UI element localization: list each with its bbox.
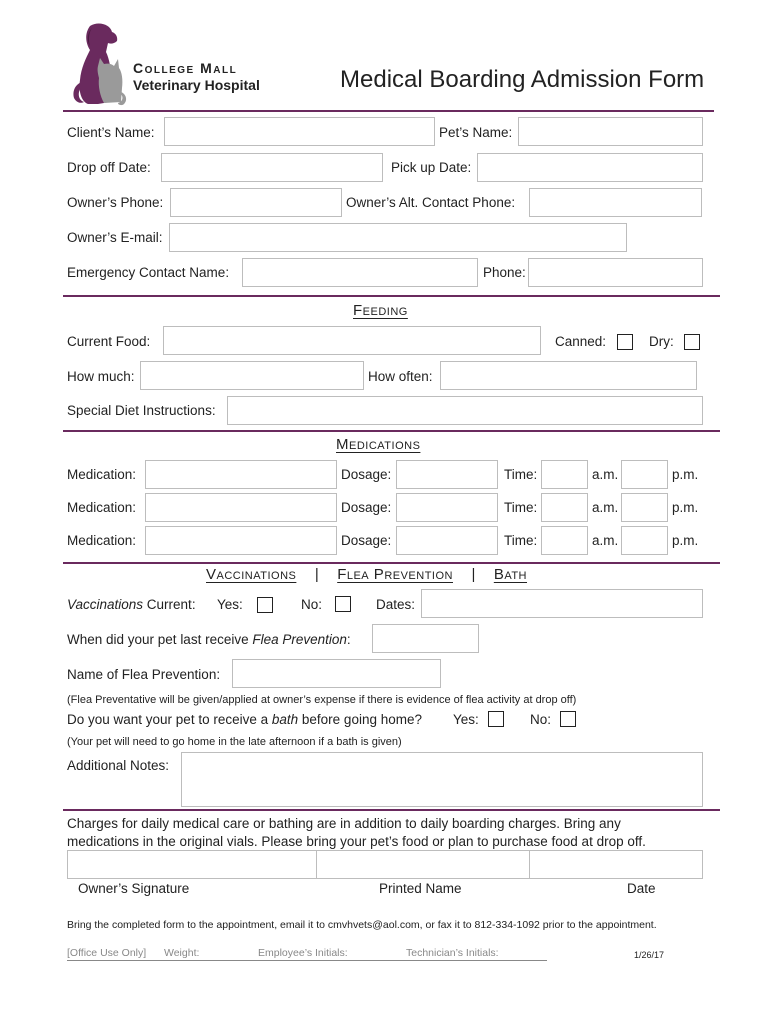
bath-q-text: Do you want your pet to receive a <box>67 712 272 727</box>
how-often-field[interactable] <box>440 361 697 390</box>
charges-notice <box>67 815 646 851</box>
medications-heading: Medications <box>336 436 421 453</box>
time-pm-field[interactable] <box>621 526 668 555</box>
signature-date-field[interactable] <box>529 850 703 879</box>
medication-field[interactable] <box>145 526 337 555</box>
dosage-field[interactable] <box>396 526 498 555</box>
special-diet-field[interactable] <box>227 396 703 425</box>
emergency-contact-label: Emergency Contact Name: <box>67 265 230 280</box>
clients-name-field[interactable] <box>164 117 435 146</box>
pm-label: p.m. <box>672 500 699 515</box>
time-pm-field[interactable] <box>621 460 668 489</box>
owners-phone-label: Owner’s Phone: <box>67 195 164 210</box>
time-label: Time: <box>504 533 538 548</box>
owners-email-field[interactable] <box>169 223 627 252</box>
submission-instructions: Bring the completed form to the appointment, email it to cmvhvets@aol.com, or fax it to 812-334-1092 prior to the appointment. <box>67 919 657 931</box>
time-am-field[interactable] <box>541 460 588 489</box>
am-label: a.m. <box>592 500 619 515</box>
flea-name-field[interactable] <box>232 659 441 688</box>
header-rule <box>63 110 714 112</box>
dosage-label: Dosage: <box>341 500 392 515</box>
owners-signature-field[interactable] <box>67 850 317 879</box>
vacc-flea-bath-heading <box>206 566 527 584</box>
vacc-dates-field[interactable] <box>421 589 703 618</box>
drop-off-date-field[interactable] <box>161 153 383 182</box>
employee-initials-label: Employee’s Initials: <box>258 947 348 959</box>
emergency-phone-field[interactable] <box>528 258 703 287</box>
dry-label: Dry: <box>649 334 674 349</box>
bath-yes-checkbox[interactable] <box>488 711 504 727</box>
brand-name <box>133 60 260 94</box>
time-pm-field[interactable] <box>621 493 668 522</box>
bath-yes-label: Yes: <box>453 712 479 727</box>
office-use-label: [Office Use Only] <box>67 947 147 959</box>
vacc-yes-label: Yes: <box>217 597 243 612</box>
medication-label: Medication: <box>67 467 137 482</box>
pets-name-label: Pet’s Name: <box>439 125 513 140</box>
vaccinations-current-label <box>67 597 196 613</box>
emergency-phone-label: Phone: <box>483 265 526 280</box>
vacc-no-label: No: <box>301 597 323 612</box>
pick-up-date-label: Pick up Date: <box>391 160 472 175</box>
time-am-field[interactable] <box>541 526 588 555</box>
pets-name-field[interactable] <box>518 117 703 146</box>
drop-off-date-label: Drop off Date: <box>67 160 151 175</box>
section-divider <box>63 430 720 432</box>
owners-phone-field[interactable] <box>170 188 342 217</box>
alt-contact-phone-field[interactable] <box>529 188 702 217</box>
bath-question-label <box>67 712 422 728</box>
charges-line-1: Charges for daily medical care or bathing are in addition to daily boarding charges. Bring any <box>67 816 621 831</box>
hospital-logo <box>68 22 128 108</box>
flea-prevention-heading: Flea Prevention <box>337 566 453 583</box>
pick-up-date-field[interactable] <box>477 153 703 182</box>
owners-email-label: Owner’s E-mail: <box>67 230 163 245</box>
page-title: Medical Boarding Admission Form <box>340 66 705 93</box>
vaccinations-italic: Vaccinations <box>67 597 144 612</box>
flea-last-received-field[interactable] <box>372 624 479 653</box>
medication-label: Medication: <box>67 533 137 548</box>
bath-note: (Your pet will need to go home in the late afternoon if a bath is given) <box>67 736 402 748</box>
additional-notes-field[interactable] <box>181 752 703 807</box>
medication-field[interactable] <box>145 460 337 489</box>
medication-field[interactable] <box>145 493 337 522</box>
how-much-label: How much: <box>67 369 135 384</box>
canned-checkbox[interactable] <box>617 334 633 350</box>
section-divider <box>63 295 720 297</box>
bath-no-checkbox[interactable] <box>560 711 576 727</box>
dates-label: Dates: <box>376 597 416 612</box>
am-label: a.m. <box>592 533 619 548</box>
special-diet-label: Special Diet Instructions: <box>67 403 216 418</box>
current-text: Current: <box>143 597 196 612</box>
canned-label: Canned: <box>555 334 607 349</box>
dosage-label: Dosage: <box>341 533 392 548</box>
brand-line-1: College Mall <box>133 60 238 76</box>
form-version-date: 1/26/17 <box>634 950 665 960</box>
flea-q-text: When did your pet last receive <box>67 632 253 647</box>
clients-name-label: Client’s Name: <box>67 125 155 140</box>
technician-initials-label: Technician’s Initials: <box>406 947 499 959</box>
heading-separator: | <box>314 566 319 583</box>
dosage-field[interactable] <box>396 493 498 522</box>
dog-and-cat-icon <box>68 22 128 108</box>
date-label: Date <box>627 881 656 896</box>
time-label: Time: <box>504 500 538 515</box>
section-divider <box>63 809 720 811</box>
how-often-label: How often: <box>368 369 433 384</box>
bath-q-italic: bath <box>271 712 299 727</box>
how-much-field[interactable] <box>140 361 364 390</box>
flea-q-end: : <box>346 632 351 647</box>
additional-notes-label: Additional Notes: <box>67 758 170 773</box>
feeding-heading: Feeding <box>353 302 408 319</box>
pm-label: p.m. <box>672 467 699 482</box>
bath-heading: Bath <box>493 566 528 583</box>
alt-contact-phone-label: Owner’s Alt. Contact Phone: <box>346 195 516 210</box>
dosage-label: Dosage: <box>341 467 392 482</box>
emergency-contact-field[interactable] <box>242 258 478 287</box>
owners-signature-label: Owner’s Signature <box>78 881 190 896</box>
bath-q-end: before going home? <box>298 712 422 727</box>
current-food-field[interactable] <box>163 326 541 355</box>
time-label: Time: <box>504 467 538 482</box>
printed-name-label: Printed Name <box>379 881 462 896</box>
flea-q-italic: Flea Prevention <box>252 632 347 647</box>
section-divider <box>63 562 720 564</box>
charges-line-2: medications in the original vials. Please bring your pet’s food or plan to purchase food at drop off. <box>67 834 646 849</box>
bath-no-label: No: <box>530 712 552 727</box>
office-use-row <box>67 945 547 961</box>
vacc-yes-checkbox[interactable] <box>257 597 273 613</box>
pm-label: p.m. <box>672 533 699 548</box>
current-food-label: Current Food: <box>67 334 151 349</box>
am-label: a.m. <box>592 467 619 482</box>
vacc-no-checkbox[interactable] <box>335 596 351 612</box>
dosage-field[interactable] <box>396 460 498 489</box>
weight-label: Weight: <box>164 947 200 959</box>
vaccinations-heading: Vaccinations <box>206 566 297 583</box>
medication-label: Medication: <box>67 500 137 515</box>
dry-checkbox[interactable] <box>684 334 700 350</box>
flea-note: (Flea Preventative will be given/applied at owner’s expense if there is evidence of flea activity at drop off) <box>67 694 577 706</box>
brand-line-2: Veterinary Hospital <box>133 77 260 93</box>
heading-separator: | <box>471 566 476 583</box>
time-am-field[interactable] <box>541 493 588 522</box>
flea-last-received-label <box>67 632 351 648</box>
printed-name-field[interactable] <box>316 850 530 879</box>
flea-name-label: Name of Flea Prevention: <box>67 667 221 682</box>
